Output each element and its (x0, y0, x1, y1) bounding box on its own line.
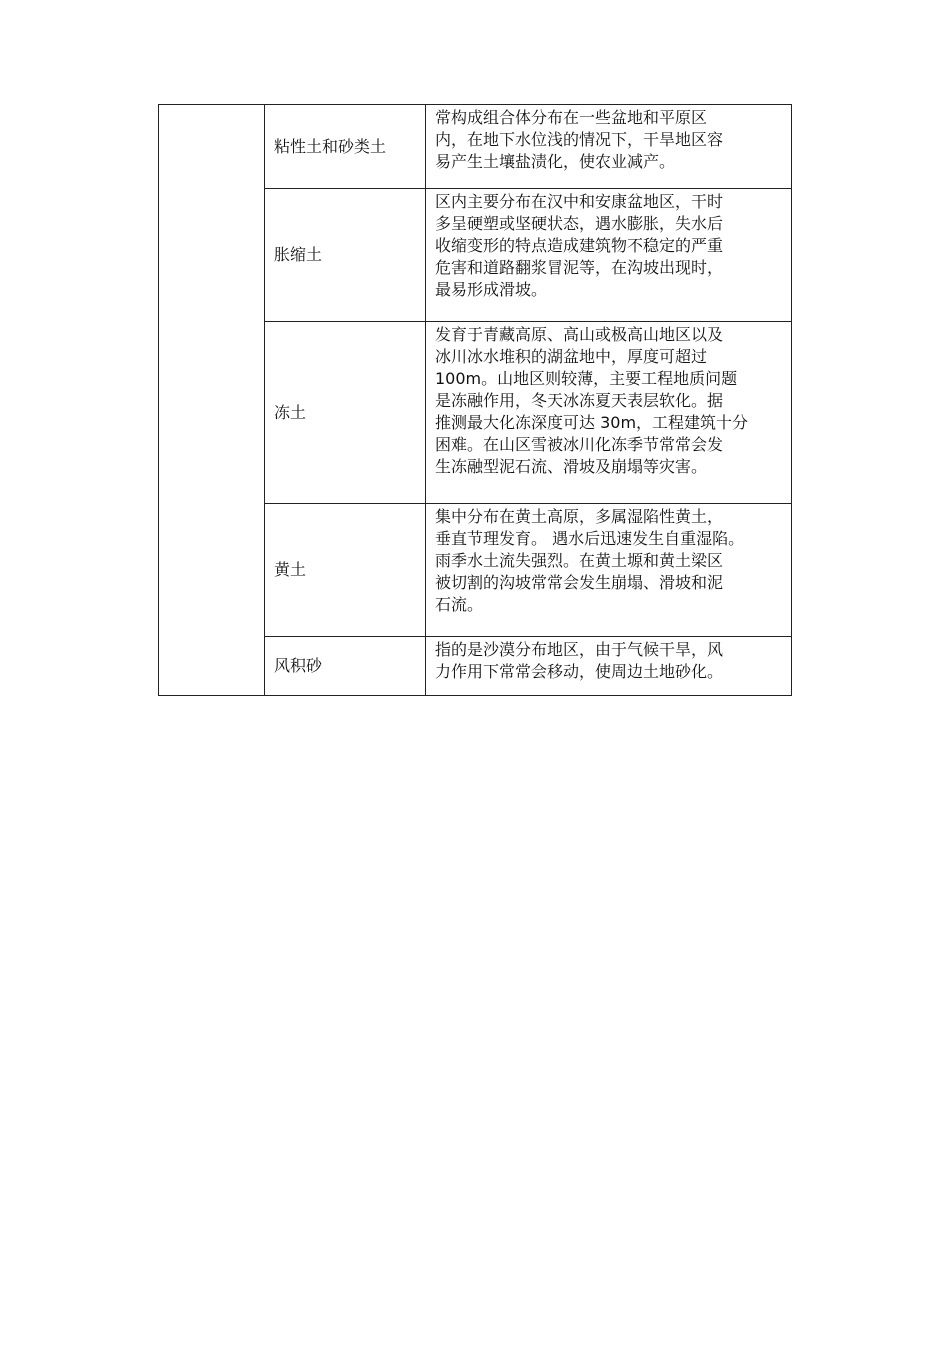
soil-description-cell (426, 322, 792, 504)
soil-name-cell: 粘性土和砂类土 (265, 105, 426, 189)
description-line: 最易形成滑坡。 (435, 280, 548, 299)
soil-type-table (158, 104, 792, 696)
description-line: 收缩变形的特点造成建筑物不稳定的严重 (435, 236, 724, 255)
soil-name-cell: 冻土 (265, 322, 426, 504)
description-line: 生冻融型泥石流、滑坡及崩塌等灾害。 (435, 457, 708, 476)
soil-name-cell: 胀缩土 (265, 189, 426, 322)
description-line: 发育于青藏高原、高山或极高山地区以及 (435, 325, 724, 344)
description-line: 推测最大化冻深度可达 30m，工程建筑十分 (435, 413, 749, 432)
soil-description-cell (426, 637, 792, 696)
description-line: 100m。山地区则较薄，主要工程地质问题 (435, 369, 738, 388)
description-line: 易产生土壤盐渍化，使农业减产。 (435, 152, 676, 171)
description-line: 垂直节理发育。 遇水后迅速发生自重湿陷。 (435, 529, 745, 548)
merged-category-cell (159, 105, 265, 696)
description-line: 困难。在山区雪被冰川化冻季节常常会发 (435, 435, 724, 454)
soil-description-cell (426, 105, 792, 189)
description-line: 常构成组合体分布在一些盆地和平原区 (435, 108, 708, 127)
description-line: 被切割的沟坡常常会发生崩塌、滑坡和泥 (435, 573, 724, 592)
description-line: 石流。 (435, 595, 484, 614)
description-line: 是冻融作用，冬天冰冻夏天表层软化。据 (435, 391, 724, 410)
soil-description-cell (426, 189, 792, 322)
description-line: 雨季水土流失强烈。在黄土塬和黄土梁区 (435, 551, 724, 570)
description-line: 指的是沙漠分布地区，由于气候干旱，风 (435, 640, 724, 659)
soil-name-cell: 黄土 (265, 504, 426, 637)
table-row (159, 105, 792, 189)
description-line: 集中分布在黄土高原，多属湿陷性黄土， (435, 507, 724, 526)
soil-name-cell: 风积砂 (265, 637, 426, 696)
soil-description-cell (426, 504, 792, 637)
description-line: 危害和道路翻浆冒泥等，在沟坡出现时， (435, 258, 724, 277)
description-line: 多呈硬塑或坚硬状态，遇水膨胀，失水后 (435, 214, 724, 233)
description-line: 内，在地下水位浅的情况下，干旱地区容 (435, 130, 724, 149)
description-line: 力作用下常常会移动，使周边土地砂化。 (435, 662, 724, 681)
description-line: 区内主要分布在汉中和安康盆地区，干时 (435, 192, 724, 211)
description-line: 冰川冰水堆积的湖盆地中，厚度可超过 (435, 347, 708, 366)
